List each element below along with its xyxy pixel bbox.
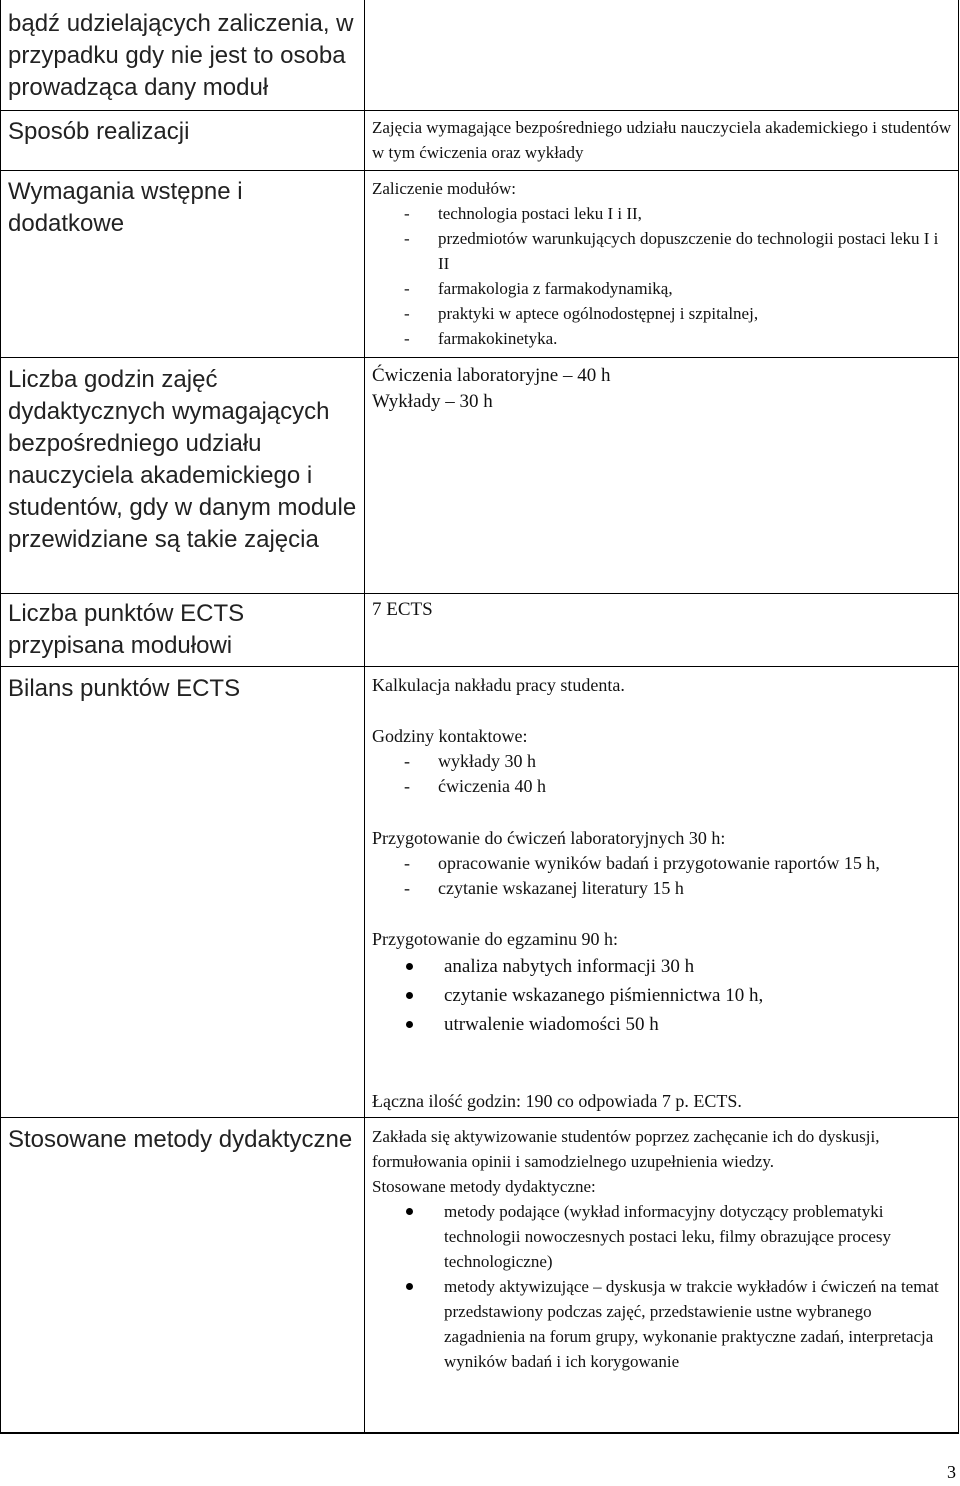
list-item: - opracowanie wyników badań i przygotowanie raportów 15 h, — [404, 853, 880, 873]
label-liczba-ects: Liczba punktów ECTS przypisana modułowi — [8, 600, 245, 659]
label-bilans-ects: Bilans punktów ECTS — [8, 675, 241, 702]
value-liczba-godzin — [372, 363, 952, 415]
list-item: - praktyki w aptece ogólnodostępnej i szpitalnej, — [404, 304, 759, 323]
list-item: - czytanie wskazanej literatury 15 h — [404, 878, 684, 898]
value-wymagania — [372, 176, 952, 351]
list-item: utrwalenie wiadomości 50 h — [444, 1014, 659, 1035]
row-divider — [0, 1117, 959, 1118]
label-continuation: bądź udzielających zaliczenia, w przypadku gdy nie jest to osoba prowadząca dany moduł — [8, 10, 354, 101]
bilans-przygotowanie-egzamin: Przygotowanie do egzaminu 90 h: — [372, 929, 618, 949]
label-wymagania: Wymagania wstępne i dodatkowe — [8, 178, 243, 237]
list-item: - farmakologia z farmakodynamiką, — [404, 279, 673, 298]
value-sposob-realizacji: Zajęcia wymagające bezpośredniego udziału nauczyciela akademickiego i studentów w tym ćwiczenia oraz wykłady — [372, 118, 952, 162]
label-liczba-godzin: Liczba godzin zajęć dydaktycznych wymagających bezpośredniego udziału nauczyciela akademickiego i studentów, gdy w danym module przewidziane są takie zajęcia — [8, 366, 357, 553]
row-divider — [0, 593, 959, 594]
list-item: - przedmiotów warunkujących dopuszczenie do technologii postaci leku I i II — [404, 229, 939, 273]
table-left-border — [0, 0, 1, 1434]
metody-label: Stosowane metody dydaktyczne: — [372, 1177, 596, 1196]
bilans-kontaktowe: Godziny kontaktowe: — [372, 726, 528, 746]
list-item: czytanie wskazanego piśmiennictwa 10 h, — [444, 985, 764, 1006]
value-ects: 7 ECTS — [372, 599, 433, 620]
label-metody: Stosowane metody dydaktyczne — [8, 1126, 353, 1153]
list-item: - technologia postaci leku I i II, — [404, 204, 642, 223]
label-sposob-realizacji: Sposób realizacji — [8, 118, 190, 145]
bilans-lacznie: Łączna ilość godzin: 190 co odpowiada 7 p. ECTS. — [372, 1091, 742, 1111]
value-metody — [372, 1124, 952, 1374]
wymagania-intro: Zaliczenie modułów: — [372, 179, 516, 198]
table-right-border — [958, 0, 959, 1434]
list-item: - ćwiczenia 40 h — [404, 776, 546, 796]
list-item: metody aktywizujące – dyskusja w trakcie wykładów i ćwiczeń na temat przedstawiony podczas zajęć, przedstawienie ustne wybranego zagadnienia na forum grupy, wykonanie praktyczne zadań, interpretacja wyników badań i ich korygowanie — [444, 1277, 939, 1371]
row-divider — [0, 1432, 959, 1434]
page-number: 3 — [947, 1462, 956, 1482]
bilans-przygotowanie-cwiczenia: Przygotowanie do ćwiczeń laboratoryjnych 30 h: — [372, 828, 726, 848]
godziny-cwiczenia: Ćwiczenia laboratoryjne – 40 h — [372, 365, 611, 386]
list-item: metody podające (wykład informacyjny dotyczący problematyki technologii nowoczesnych postaci leku, filmy obrazujące procesy technologiczne) — [444, 1202, 892, 1271]
row-divider — [0, 357, 959, 358]
value-bilans — [372, 673, 952, 1039]
table-column-divider — [364, 0, 365, 1434]
list-item: - farmakokinetyka. — [404, 329, 558, 348]
list-item: - wykłady 30 h — [404, 751, 536, 771]
row-divider — [0, 170, 959, 171]
godziny-wyklady: Wykłady – 30 h — [372, 391, 493, 412]
row-divider — [0, 110, 959, 111]
bilans-kalkulacja: Kalkulacja nakładu pracy studenta. — [372, 675, 625, 695]
list-item: analiza nabytych informacji 30 h — [444, 956, 695, 977]
row-divider — [0, 666, 959, 667]
metody-intro: Zakłada się aktywizowanie studentów poprzez zachęcanie ich do dyskusji, formułowania opinii i samodzielnego uzupełnienia wiedzy. — [372, 1127, 880, 1171]
